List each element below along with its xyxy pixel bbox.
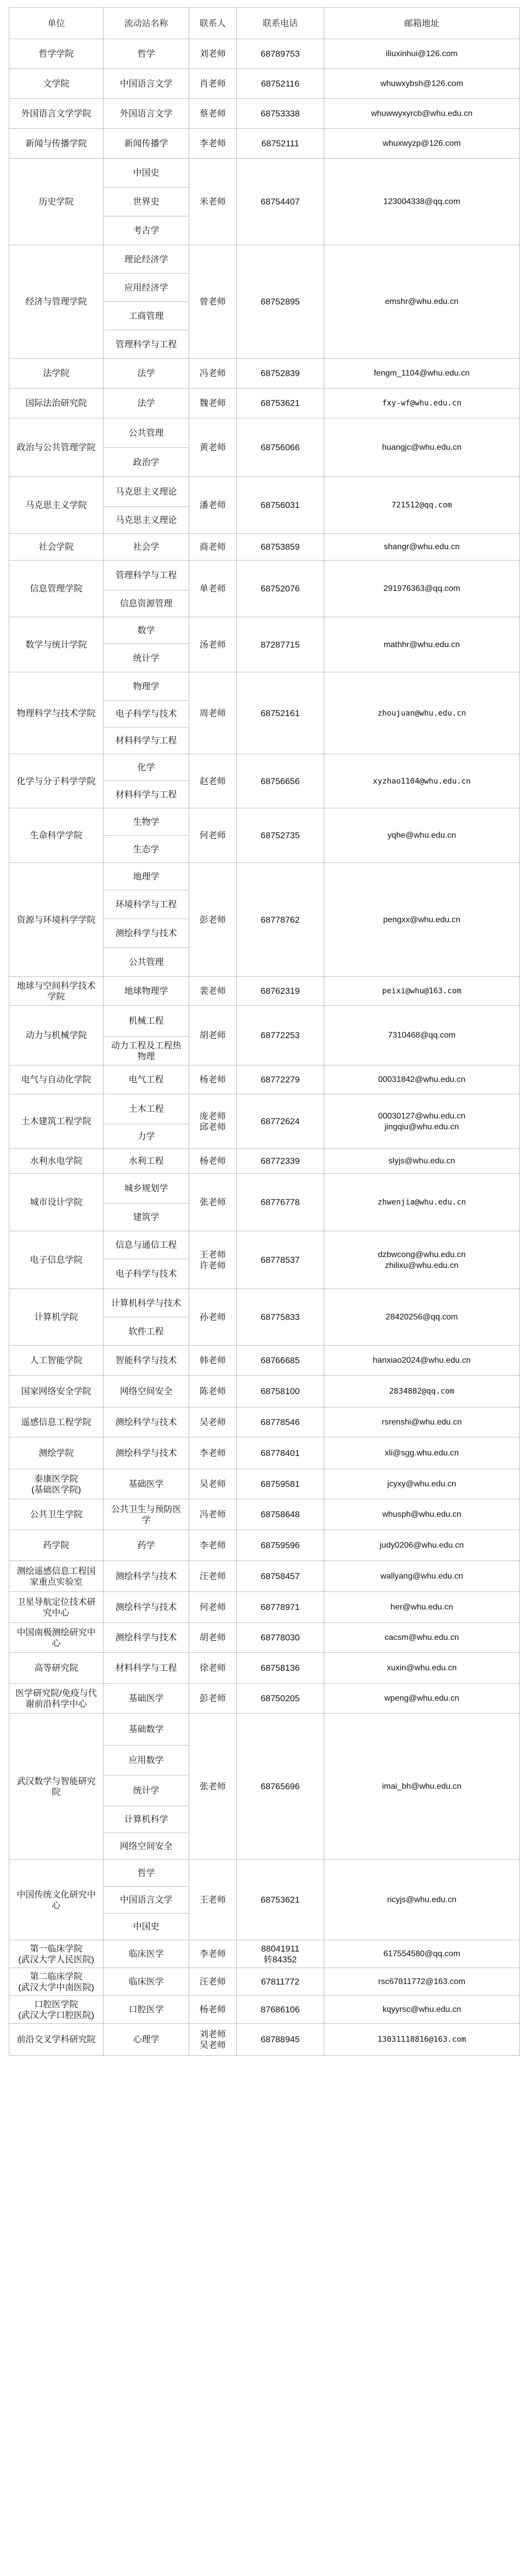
station-cell: 测绘科学与技术 [104, 1592, 189, 1623]
contact-cell: 王老师 许老师 [189, 1231, 237, 1289]
station-cell: 地球物理学 [104, 977, 189, 1006]
unit-cell: 武汉数学与智能研究院 [9, 1714, 104, 1860]
table-row [9, 477, 520, 507]
unit-cell: 人工智能学院 [9, 1346, 104, 1376]
station-cell: 应用经济学 [104, 274, 189, 302]
station-cell: 机械工程 [104, 1006, 189, 1037]
contact-cell: 潘老师 [189, 477, 237, 534]
unit-cell: 电气与自动化学院 [9, 1065, 104, 1094]
table-row [9, 1940, 520, 1968]
table-row [9, 1684, 520, 1714]
station-cell: 管理科学与工程 [104, 330, 189, 359]
phone-cell: 68753338 [237, 99, 324, 129]
contact-cell: 杨老师 [189, 1065, 237, 1094]
unit-cell: 泰康医学院 (基础医学院) [9, 1469, 104, 1499]
unit-cell: 地球与空间科学技术学院 [9, 977, 104, 1006]
station-cell: 公共管理 [104, 418, 189, 448]
email-cell[interactable]: whuxwyzp@126.com [324, 129, 520, 159]
email-cell[interactable]: wallyang@whu.edu.cn [324, 1561, 520, 1592]
email-cell[interactable]: whuwxybsh@126.com [324, 69, 520, 99]
station-cell: 法学 [104, 359, 189, 388]
phone-cell: 68752161 [237, 672, 324, 754]
station-cell: 数学 [104, 617, 189, 644]
phone-cell: 68778537 [237, 1231, 324, 1289]
unit-cell: 公共卫生学院 [9, 1499, 104, 1530]
unit-cell: 信息管理学院 [9, 561, 104, 617]
contact-cell: 曾老师 [189, 245, 237, 359]
table-row [9, 1469, 520, 1499]
table-row [9, 672, 520, 701]
header-station: 流动站名称 [104, 8, 189, 39]
email-cell[interactable]: judy0206@whu.edu.cn [324, 1530, 520, 1561]
station-cell: 口腔医学 [104, 1996, 189, 2024]
phone-cell: 68778401 [237, 1437, 324, 1469]
table-row [9, 1346, 520, 1376]
station-cell: 中国语言文学 [104, 1887, 189, 1913]
contact-cell: 徐老师 [189, 1653, 237, 1684]
table-row [9, 418, 520, 448]
unit-cell: 文学院 [9, 69, 104, 99]
contact-cell: 汤老师 [189, 617, 237, 672]
unit-cell: 哲学学院 [9, 39, 104, 69]
phone-cell: 87287715 [237, 617, 324, 672]
email-cell[interactable]: xli@sgg.whu.edu.cn [324, 1437, 520, 1469]
station-cell: 中国史 [104, 1913, 189, 1940]
unit-cell: 遥感信息工程学院 [9, 1408, 104, 1437]
contact-cell: 李老师 [189, 1530, 237, 1561]
email-cell[interactable]: zhwenjia@whu.edu.cn [324, 1174, 520, 1231]
unit-cell: 法学院 [9, 359, 104, 388]
contact-cell: 刘老师 [189, 39, 237, 69]
contact-cell: 汪老师 [189, 1561, 237, 1592]
unit-cell: 药学院 [9, 1530, 104, 1561]
unit-cell: 动力与机械学院 [9, 1006, 104, 1065]
email-cell[interactable]: cacsm@whu.edu.cn [324, 1623, 520, 1653]
header-unit: 单位 [9, 8, 104, 39]
table-row [9, 159, 520, 188]
email-cell[interactable]: whuwwyxyrcb@whu.edu.cn [324, 99, 520, 129]
header-phone: 联系电话 [237, 8, 324, 39]
table-row [9, 1860, 520, 1887]
unit-cell: 社会学院 [9, 534, 104, 561]
header-row [9, 8, 520, 39]
unit-cell: 医学研究院/免疫与代谢前沿科学中心 [9, 1684, 104, 1714]
phone-cell: 88041911 转84352 [237, 1940, 324, 1968]
email-cell[interactable]: slyjs@whu.edu.cn [324, 1149, 520, 1174]
table-row [9, 1714, 520, 1745]
email-cell[interactable]: rsc67811772@163.com [324, 1968, 520, 1996]
contact-cell: 孙老师 [189, 1289, 237, 1346]
email-cell[interactable]: peixi@whu@163.com [324, 977, 520, 1006]
station-cell: 计算机科学 [104, 1806, 189, 1833]
unit-cell: 中国南极测绘研究中心 [9, 1623, 104, 1653]
unit-cell: 历史学院 [9, 159, 104, 245]
table-row [9, 1968, 520, 1996]
email-cell[interactable]: 291976363@qq.com [324, 561, 520, 617]
phone-cell: 68753859 [237, 534, 324, 561]
table-row [9, 1592, 520, 1623]
unit-cell: 计算机学院 [9, 1289, 104, 1346]
station-cell: 动力工程及工程热物理 [104, 1037, 189, 1065]
unit-cell: 经济与管理学院 [9, 245, 104, 359]
unit-cell: 土木建筑工程学院 [9, 1094, 104, 1149]
table-row [9, 534, 520, 561]
email-cell[interactable]: iliuxinhui@126.com [324, 39, 520, 69]
unit-cell: 测绘遥感信息工程国家重点实验室 [9, 1561, 104, 1592]
station-cell: 材料科学与工程 [104, 727, 189, 754]
email-cell[interactable]: 617554580@qq.com [324, 1940, 520, 1968]
email-cell[interactable]: pengxx@whu.edu.cn [324, 863, 520, 977]
unit-cell: 口腔医学院 (武汉大学口腔医院) [9, 1996, 104, 2024]
station-cell: 哲学 [104, 39, 189, 69]
station-cell: 测绘科学与技术 [104, 1408, 189, 1437]
station-cell: 软件工程 [104, 1317, 189, 1346]
contact-cell: 张老师 [189, 1714, 237, 1860]
phone-cell: 68758136 [237, 1653, 324, 1684]
table-row [9, 1006, 520, 1037]
station-cell: 公共卫生与预防医学 [104, 1499, 189, 1530]
contact-table [9, 7, 520, 2056]
phone-cell: 68758648 [237, 1499, 324, 1530]
email-cell[interactable]: 123004338@qq.com [324, 159, 520, 245]
unit-cell: 卫星导航定位技术研究中心 [9, 1592, 104, 1623]
contact-cell: 杨老师 [189, 1149, 237, 1174]
phone-cell: 68750205 [237, 1684, 324, 1714]
station-cell: 统计学 [104, 644, 189, 672]
station-cell: 生态学 [104, 836, 189, 863]
unit-cell: 化学与分子科学学院 [9, 754, 104, 808]
phone-cell: 68756031 [237, 477, 324, 534]
contact-cell: 周老师 [189, 672, 237, 754]
table-row [9, 2024, 520, 2056]
station-cell: 测绘科学与技术 [104, 919, 189, 948]
table-row [9, 1289, 520, 1317]
email-cell[interactable]: jcyxy@whu.edu.cn [324, 1469, 520, 1499]
email-cell[interactable]: kqyyrsc@whu.edu.cn [324, 1996, 520, 2024]
contact-cell: 蔡老师 [189, 99, 237, 129]
email-cell[interactable]: 721512@qq.com [324, 477, 520, 534]
station-cell: 世界史 [104, 188, 189, 216]
contact-cell: 肖老师 [189, 69, 237, 99]
table-row [9, 863, 520, 890]
phone-cell: 68776778 [237, 1174, 324, 1231]
email-cell[interactable]: shangr@whu.edu.cn [324, 534, 520, 561]
station-cell: 电气工程 [104, 1065, 189, 1094]
unit-cell: 新闻与传播学院 [9, 129, 104, 159]
contact-cell: 李老师 [189, 1940, 237, 1968]
table-row [9, 245, 520, 274]
unit-cell: 城市设计学院 [9, 1174, 104, 1231]
contact-cell: 商老师 [189, 534, 237, 561]
phone-cell: 68752895 [237, 245, 324, 359]
station-cell: 马克思主义理论 [104, 507, 189, 534]
email-cell[interactable]: yqhe@whu.edu.cn [324, 808, 520, 863]
station-cell: 网络空间安全 [104, 1376, 189, 1408]
email-cell[interactable]: 7310468@qq.com [324, 1006, 520, 1065]
table-row [9, 129, 520, 159]
station-cell: 测绘科学与技术 [104, 1437, 189, 1469]
unit-cell: 高等研究院 [9, 1653, 104, 1684]
phone-cell: 68772339 [237, 1149, 324, 1174]
phone-cell: 68758457 [237, 1561, 324, 1592]
unit-cell: 数学与统计学院 [9, 617, 104, 672]
phone-cell: 68756656 [237, 754, 324, 808]
station-cell: 新闻传播学 [104, 129, 189, 159]
contact-cell: 冯老师 [189, 1499, 237, 1530]
unit-cell: 资源与环境科学学院 [9, 863, 104, 977]
unit-cell: 国家网络安全学院 [9, 1376, 104, 1408]
phone-cell: 68766685 [237, 1346, 324, 1376]
station-cell: 心理学 [104, 2024, 189, 2056]
contact-cell: 李老师 [189, 1437, 237, 1469]
station-cell: 药学 [104, 1530, 189, 1561]
contact-cell: 张老师 [189, 1174, 237, 1231]
station-cell: 材料科学与工程 [104, 781, 189, 808]
phone-cell: 68778762 [237, 863, 324, 977]
station-cell: 智能科学与技术 [104, 1346, 189, 1376]
unit-cell: 水利水电学院 [9, 1149, 104, 1174]
contact-cell: 何老师 [189, 808, 237, 863]
station-cell: 统计学 [104, 1775, 189, 1806]
phone-cell: 68752839 [237, 359, 324, 388]
phone-cell: 68789753 [237, 39, 324, 69]
table-row [9, 1437, 520, 1469]
contact-cell: 杨老师 [189, 1996, 237, 2024]
table-row [9, 1499, 520, 1530]
email-cell[interactable]: wpeng@whu.edu.cn [324, 1684, 520, 1714]
table-row [9, 359, 520, 388]
unit-cell: 政治与公共管理学院 [9, 418, 104, 477]
phone-cell: 68762319 [237, 977, 324, 1006]
phone-cell: 68772279 [237, 1065, 324, 1094]
contact-cell: 彭老师 [189, 1684, 237, 1714]
table-row [9, 808, 520, 836]
header-contact: 联系人 [189, 8, 237, 39]
station-cell: 基础医学 [104, 1469, 189, 1499]
unit-cell: 马克思主义学院 [9, 477, 104, 534]
phone-cell: 68752116 [237, 69, 324, 99]
email-cell[interactable]: fengm_1104@whu.edu.cn [324, 359, 520, 388]
station-cell: 信息资源管理 [104, 590, 189, 617]
table-row [9, 1408, 520, 1437]
unit-cell: 中国传统文化研究中心 [9, 1860, 104, 1940]
email-cell[interactable]: fxy-wf@whu.edu.cn [324, 388, 520, 418]
station-cell: 建筑学 [104, 1204, 189, 1231]
station-cell: 马克思主义理论 [104, 477, 189, 507]
contact-cell: 李老师 [189, 129, 237, 159]
station-cell: 测绘科学与技术 [104, 1561, 189, 1592]
email-cell[interactable]: dzbwcong@whu.edu.cn zhilixu@whu.edu.cn [324, 1231, 520, 1289]
table-row [9, 1065, 520, 1094]
email-cell[interactable]: imai_bh@whu.edu.cn [324, 1714, 520, 1860]
contact-cell: 庞老师 邱老师 [189, 1094, 237, 1149]
unit-cell: 生命科学学院 [9, 808, 104, 863]
email-cell[interactable]: hanxiao2024@whu.edu.cn [324, 1346, 520, 1376]
station-cell: 材料科学与工程 [104, 1653, 189, 1684]
phone-cell: 68772624 [237, 1094, 324, 1149]
station-cell: 网络空间安全 [104, 1833, 189, 1860]
table-body [9, 39, 520, 2056]
table-row [9, 99, 520, 129]
email-cell[interactable]: zhoujuan@whu.edu.cn [324, 672, 520, 754]
contact-cell: 魏老师 [189, 388, 237, 418]
station-cell: 化学 [104, 754, 189, 781]
station-cell: 基础医学 [104, 1684, 189, 1714]
station-cell: 公共管理 [104, 948, 189, 977]
station-cell: 工商管理 [104, 302, 189, 330]
contact-cell: 裴老师 [189, 977, 237, 1006]
phone-cell: 68765696 [237, 1714, 324, 1860]
table-row [9, 388, 520, 418]
email-cell[interactable]: 00030127@whu.edu.cn jingqiu@whu.edu.cn [324, 1094, 520, 1149]
unit-cell: 第二临床学院 (武汉大学中南医院) [9, 1968, 104, 1996]
station-cell: 城乡规划学 [104, 1174, 189, 1204]
station-cell: 考古学 [104, 216, 189, 245]
unit-cell: 外国语言文学学院 [9, 99, 104, 129]
contact-cell: 胡老师 [189, 1006, 237, 1065]
station-cell: 理论经济学 [104, 245, 189, 274]
contact-cell: 米老师 [189, 159, 237, 245]
station-cell: 外国语言文学 [104, 99, 189, 129]
email-cell[interactable]: mathhr@whu.edu.cn [324, 617, 520, 672]
contact-cell: 吴老师 [189, 1408, 237, 1437]
station-cell: 中国史 [104, 159, 189, 188]
unit-cell: 测绘学院 [9, 1437, 104, 1469]
contact-cell: 彭老师 [189, 863, 237, 977]
email-cell[interactable]: ricyjs@whu.edu.cn [324, 1860, 520, 1940]
contact-cell: 胡老师 [189, 1623, 237, 1653]
station-cell: 应用数学 [104, 1745, 189, 1775]
station-cell: 管理科学与工程 [104, 561, 189, 590]
phone-cell: 68756066 [237, 418, 324, 477]
phone-cell: 68752735 [237, 808, 324, 863]
phone-cell: 68778546 [237, 1408, 324, 1437]
contact-cell: 赵老师 [189, 754, 237, 808]
contact-cell: 吴老师 [189, 1469, 237, 1499]
station-cell: 水利工程 [104, 1149, 189, 1174]
table-row [9, 69, 520, 99]
station-cell: 测绘科学与技术 [104, 1623, 189, 1653]
unit-cell: 前沿交叉学科研究院 [9, 2024, 104, 2056]
table-row [9, 1561, 520, 1592]
email-cell[interactable]: emshr@whu.edu.cn [324, 245, 520, 359]
station-cell: 环境科学与工程 [104, 890, 189, 919]
unit-cell: 第一临床学院 (武汉大学人民医院) [9, 1940, 104, 1968]
unit-cell: 国际法治研究院 [9, 388, 104, 418]
contact-cell: 汪老师 [189, 1968, 237, 1996]
contact-cell: 何老师 [189, 1592, 237, 1623]
email-cell[interactable]: 28420256@qq.com [324, 1289, 520, 1346]
email-cell[interactable]: 13031118816@163.com [324, 2024, 520, 2056]
station-cell: 信息与通信工程 [104, 1231, 189, 1259]
station-cell: 地理学 [104, 863, 189, 890]
phone-cell: 68788945 [237, 2024, 324, 2056]
station-cell: 电子科学与技术 [104, 701, 189, 727]
station-cell: 物理学 [104, 672, 189, 701]
contact-cell: 韩老师 [189, 1346, 237, 1376]
station-cell: 电子科学与技术 [104, 1259, 189, 1289]
contact-cell: 刘老师 吴老师 [189, 2024, 237, 2056]
phone-cell: 87686106 [237, 1996, 324, 2024]
table-row [9, 1231, 520, 1259]
station-cell: 土木工程 [104, 1094, 189, 1124]
station-cell: 计算机科学与技术 [104, 1289, 189, 1317]
station-cell: 基础数学 [104, 1714, 189, 1745]
station-cell: 法学 [104, 388, 189, 418]
phone-cell: 68754407 [237, 159, 324, 245]
unit-cell: 电子信息学院 [9, 1231, 104, 1289]
phone-cell: 68753621 [237, 1860, 324, 1940]
email-cell[interactable]: xuxin@whu.edu.cn [324, 1653, 520, 1684]
phone-cell: 68778971 [237, 1592, 324, 1623]
table-row [9, 617, 520, 644]
phone-cell: 68759581 [237, 1469, 324, 1499]
email-cell[interactable]: 2834882@qq.com [324, 1376, 520, 1408]
email-cell[interactable]: huangjc@whu.edu.cn [324, 418, 520, 477]
phone-cell: 68753621 [237, 388, 324, 418]
phone-cell: 68772253 [237, 1006, 324, 1065]
unit-cell: 物理科学与技术学院 [9, 672, 104, 754]
table-row [9, 754, 520, 781]
email-cell[interactable]: her@whu.edu.cn [324, 1592, 520, 1623]
table-row [9, 1996, 520, 2024]
phone-cell: 68775833 [237, 1289, 324, 1346]
station-cell: 中国语言文学 [104, 69, 189, 99]
table-row [9, 39, 520, 69]
contact-cell: 冯老师 [189, 359, 237, 388]
contact-cell: 黄老师 [189, 418, 237, 477]
phone-cell: 68752111 [237, 129, 324, 159]
table-row [9, 561, 520, 590]
phone-cell: 68759596 [237, 1530, 324, 1561]
email-cell[interactable]: 00031842@whu.edu.cn [324, 1065, 520, 1094]
table-row [9, 1530, 520, 1561]
phone-cell: 68752076 [237, 561, 324, 617]
phone-cell: 68758100 [237, 1376, 324, 1408]
email-cell[interactable]: whusph@whu.edu.cn [324, 1499, 520, 1530]
table-row [9, 1094, 520, 1124]
station-cell: 临床医学 [104, 1940, 189, 1968]
table-row [9, 977, 520, 1006]
contact-cell: 王老师 [189, 1860, 237, 1940]
station-cell: 社会学 [104, 534, 189, 561]
table-row [9, 1653, 520, 1684]
table-row [9, 1149, 520, 1174]
station-cell: 临床医学 [104, 1968, 189, 1996]
station-cell: 政治学 [104, 448, 189, 477]
phone-cell: 67811772 [237, 1968, 324, 1996]
station-cell: 力学 [104, 1124, 189, 1149]
email-cell[interactable]: rsrenshi@whu.edu.cn [324, 1408, 520, 1437]
header-email: 邮箱地址 [324, 8, 520, 39]
email-cell[interactable]: xyzhao1104@whu.edu.cn [324, 754, 520, 808]
contact-cell: 陈老师 [189, 1376, 237, 1408]
phone-cell: 68778030 [237, 1623, 324, 1653]
table-row [9, 1623, 520, 1653]
station-cell: 哲学 [104, 1860, 189, 1887]
table-row [9, 1174, 520, 1204]
table-row [9, 1376, 520, 1408]
contact-cell: 单老师 [189, 561, 237, 617]
station-cell: 生物学 [104, 808, 189, 836]
